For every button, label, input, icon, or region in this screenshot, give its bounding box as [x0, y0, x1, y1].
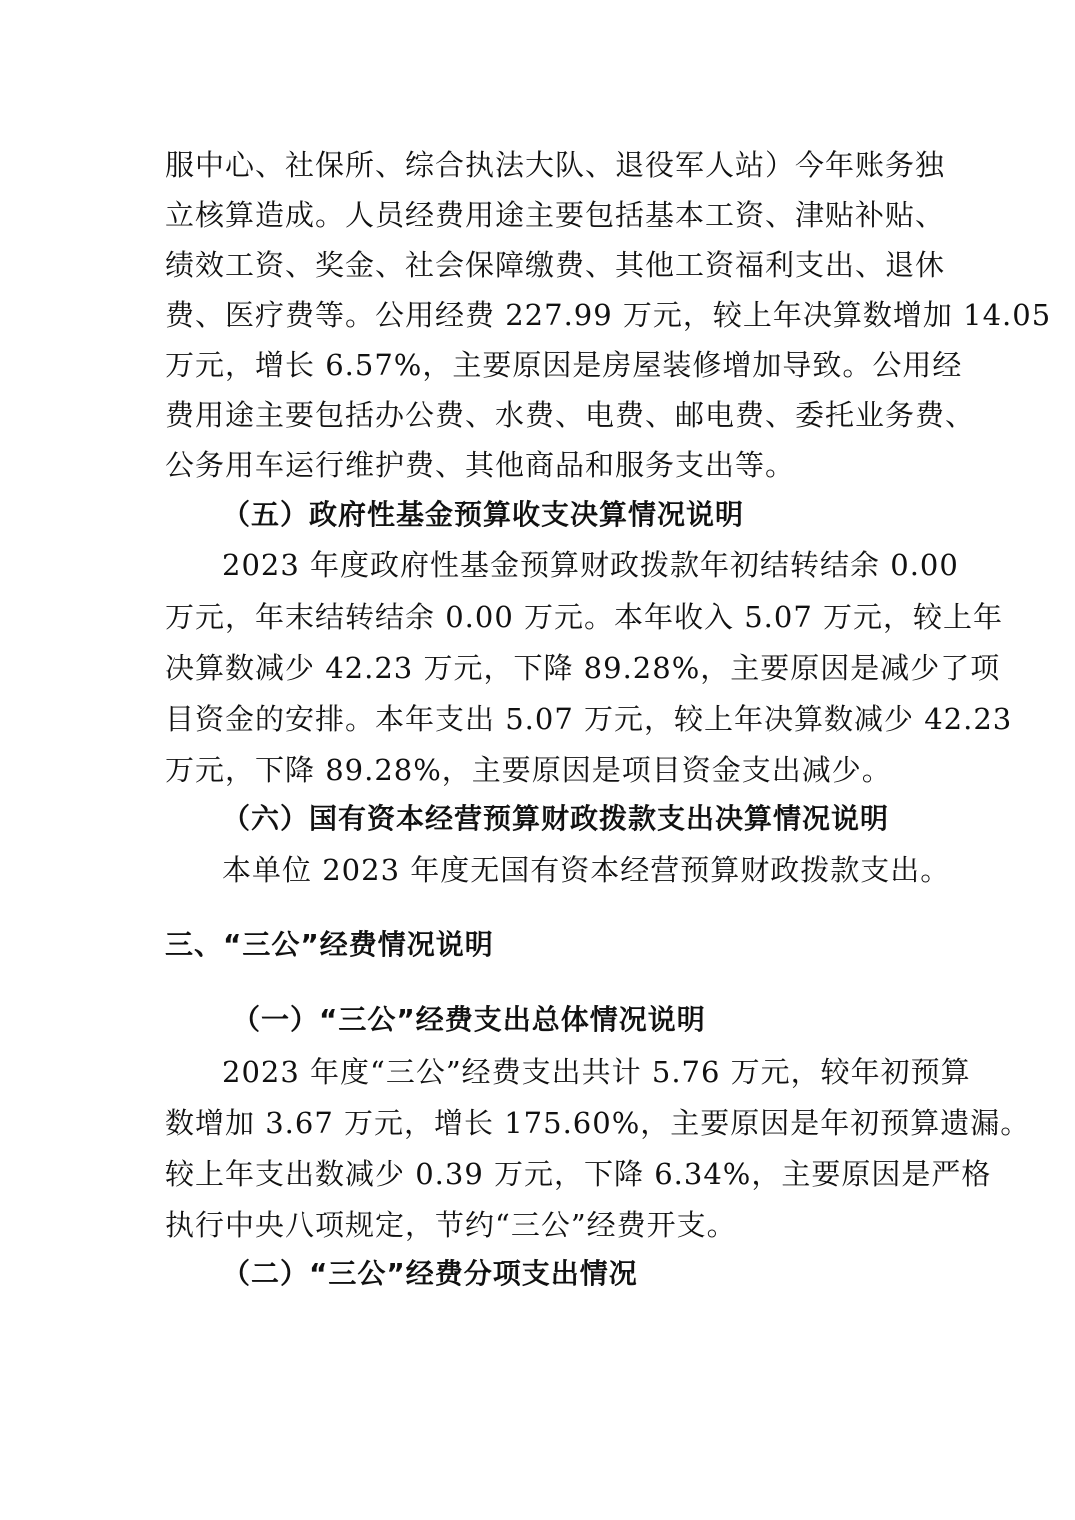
paragraph-line: 本单位 2023 年度无国有资本经营预算财政拨款支出。	[222, 853, 951, 887]
paragraph-line: 费、医疗费等。公用经费 227.99 万元，较上年决算数增加 14.05	[165, 298, 1052, 332]
paragraph-line: 费用途主要包括办公费、水费、电费、邮电费、委托业务费、	[165, 398, 976, 432]
paragraph-line: 万元，增长 6.57%，主要原因是房屋装修增加导致。公用经	[165, 348, 963, 382]
paragraph-line: 立核算造成。人员经费用途主要包括基本工资、津贴补贴、	[165, 198, 946, 232]
paragraph-line: 万元，下降 89.28%，主要原因是项目资金支出减少。	[165, 753, 892, 787]
paragraph-line: 2023 年度“三公”经费支出共计 5.76 万元，较年初预算	[222, 1055, 971, 1089]
paragraph-line: 万元，年末结转结余 0.00 万元。本年收入 5.07 万元，较上年	[165, 600, 1004, 634]
chapter-heading: 三、“三公”经费情况说明	[165, 928, 494, 961]
paragraph-line: 较上年支出数减少 0.39 万元，下降 6.34%，主要原因是严格	[165, 1157, 992, 1191]
paragraph-line: 决算数减少 42.23 万元，下降 89.28%，主要原因是减少了项	[165, 651, 1001, 685]
paragraph-line: 执行中央八项规定，节约“三公”经费开支。	[165, 1208, 737, 1242]
paragraph-line: 公务用车运行维护费、其他商品和服务支出等。	[165, 448, 796, 482]
section-heading: （二）“三公”经费分项支出情况	[222, 1257, 638, 1290]
section-heading: （五）政府性基金预算收支决算情况说明	[222, 498, 745, 531]
section-heading: （一）“三公”经费支出总体情况说明	[232, 1003, 706, 1036]
paragraph-line: 2023 年度政府性基金预算财政拨款年初结转结余 0.00	[222, 548, 959, 582]
paragraph-line: 绩效工资、奖金、社会保障缴费、其他工资福利支出、退休	[165, 248, 946, 282]
paragraph-line: 目资金的安排。本年支出 5.07 万元，较上年决算数减少 42.23	[165, 702, 1013, 736]
section-heading: （六）国有资本经营预算财政拨款支出决算情况说明	[222, 802, 890, 835]
paragraph-line: 服中心、社保所、综合执法大队、退役军人站）今年账务独	[165, 148, 946, 182]
paragraph-line: 数增加 3.67 万元，增长 175.60%，主要原因是年初预算遗漏。	[165, 1106, 1031, 1140]
